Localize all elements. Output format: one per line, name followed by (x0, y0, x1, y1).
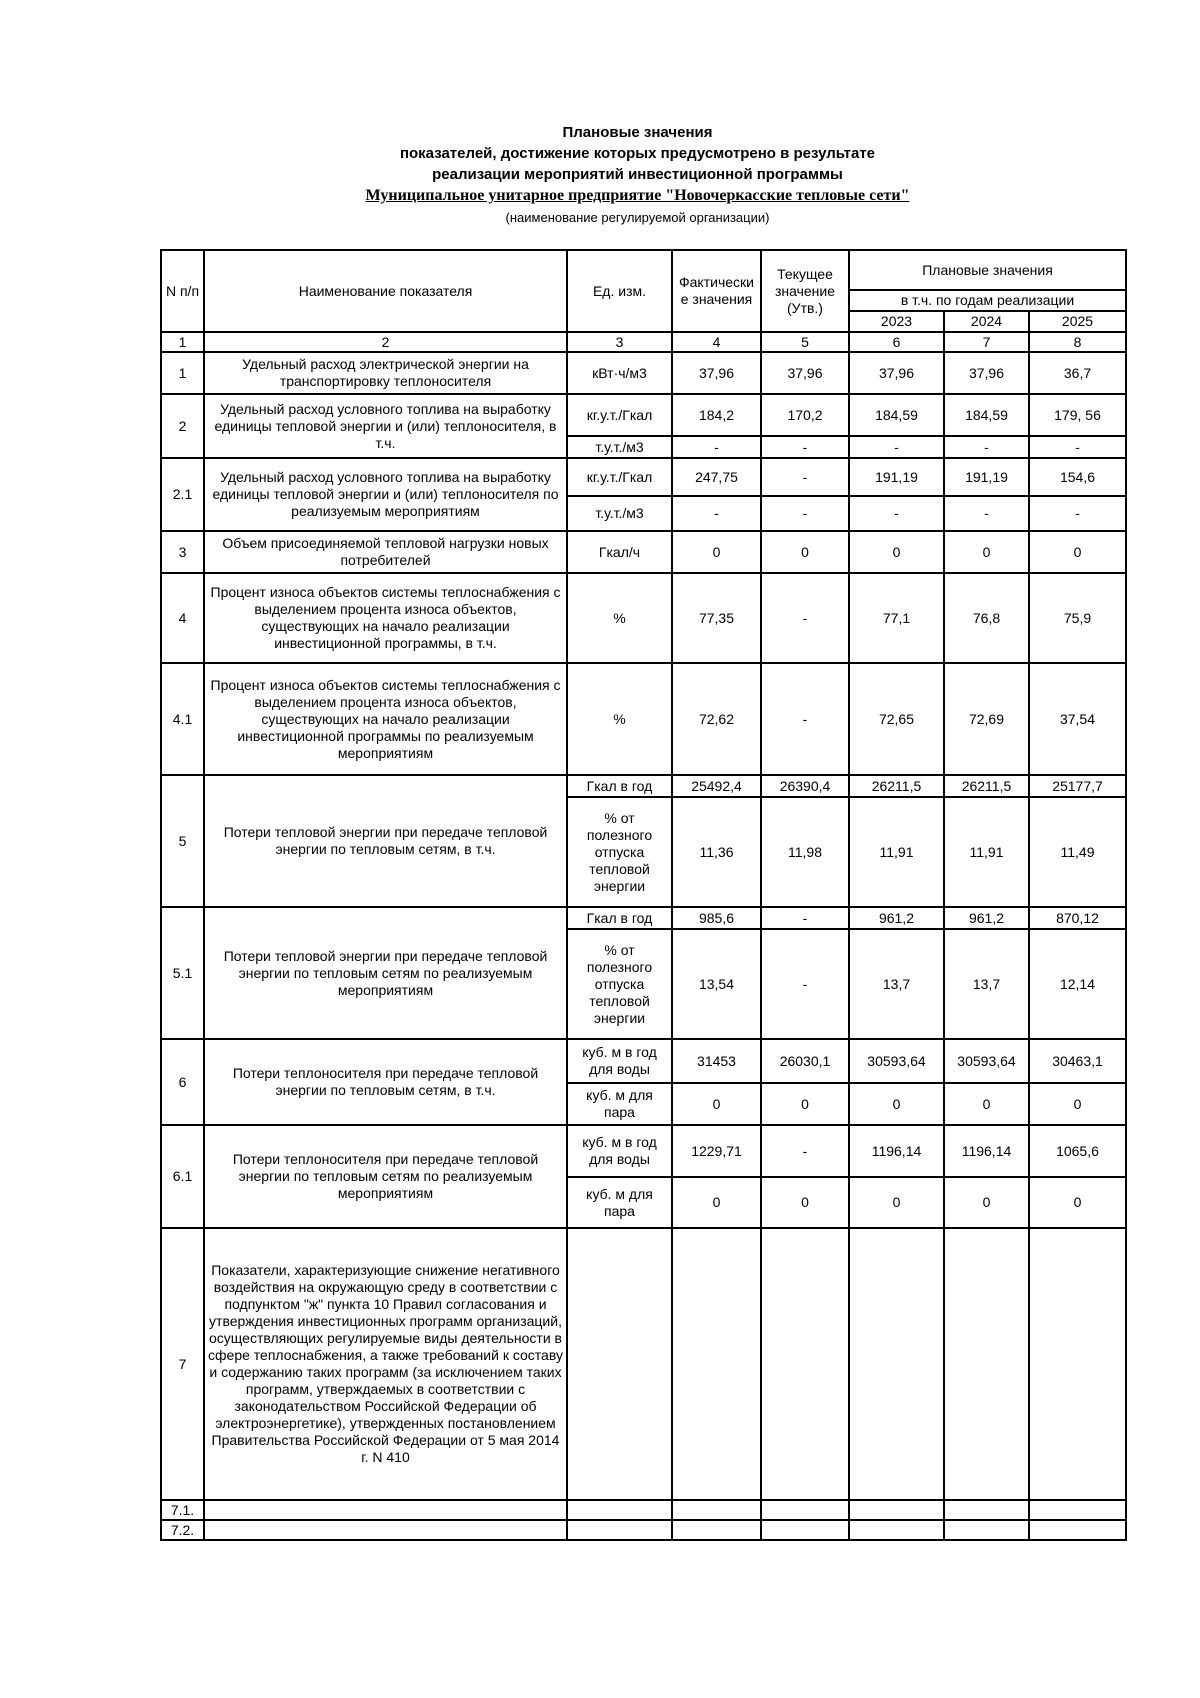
row-value: - (849, 496, 944, 531)
row-value: - (761, 436, 849, 458)
row-value: 26030,1 (761, 1039, 849, 1083)
row-num: 6.1 (161, 1125, 204, 1228)
row-value: 30593,64 (944, 1039, 1029, 1083)
row-value: 1229,71 (672, 1125, 761, 1177)
row-value: 0 (1029, 1083, 1126, 1125)
row-unit: кг.у.т./Гкал (567, 458, 672, 496)
row-name: Потери теплоносителя при передаче тепловой энергии по тепловым сетям, в т.ч. (204, 1039, 567, 1125)
row-num: 2.1 (161, 458, 204, 531)
row-value: 77,35 (672, 573, 761, 663)
row-value: - (1029, 496, 1126, 531)
row-value: 26390,4 (761, 775, 849, 797)
organization-note: (наименование регулируемой организации) (505, 210, 770, 225)
row-value: 961,2 (849, 907, 944, 929)
table-row (161, 775, 1126, 797)
row-value: - (672, 436, 761, 458)
row-value: 11,91 (849, 797, 944, 907)
row-value: 247,75 (672, 458, 761, 496)
table-row (161, 573, 1126, 663)
row-name: Процент износа объектов системы теплоснабжения с выделением процента износа объектов, существующих на начало реализации инвестиционной программы по реализуемым мероприятиям (204, 663, 567, 775)
table-row (161, 1520, 1126, 1540)
row-value: 154,6 (1029, 458, 1126, 496)
row-value (849, 1228, 944, 1500)
table-row (161, 531, 1126, 573)
row-value: - (761, 458, 849, 496)
row-value: 11,98 (761, 797, 849, 907)
row-num: 7 (161, 1228, 204, 1500)
row-num: 4 (161, 573, 204, 663)
row-value: 37,96 (944, 352, 1029, 394)
row-unit: куб. м для пара (567, 1083, 672, 1125)
row-value: 961,2 (944, 907, 1029, 929)
row-value: 72,69 (944, 663, 1029, 775)
row-num: 5.1 (161, 907, 204, 1039)
row-name: Удельный расход условного топлива на выработку единицы тепловой энергии и (или) теплоносителя по реализуемым мероприятиям (204, 458, 567, 531)
row-value: 0 (761, 1083, 849, 1125)
header-year: 2025 (1029, 311, 1126, 332)
column-number: 4 (672, 332, 761, 352)
header-year: 2023 (849, 311, 944, 332)
row-value: 11,36 (672, 797, 761, 907)
row-value (944, 1500, 1029, 1520)
header-current: Текущее значение (Утв.) (761, 250, 849, 332)
row-value: 37,96 (761, 352, 849, 394)
row-num: 6 (161, 1039, 204, 1125)
row-value: 184,59 (849, 394, 944, 436)
row-value (761, 1500, 849, 1520)
row-value: - (761, 929, 849, 1039)
row-value: 72,62 (672, 663, 761, 775)
table-row (161, 1125, 1126, 1177)
row-value: 25492,4 (672, 775, 761, 797)
row-value: - (761, 907, 849, 929)
column-number: 1 (161, 332, 204, 352)
row-value: 11,91 (944, 797, 1029, 907)
row-value: 870,12 (1029, 907, 1126, 929)
table-row (161, 458, 1126, 496)
row-num: 7.2. (161, 1520, 204, 1540)
row-value (761, 1228, 849, 1500)
row-unit (567, 1228, 672, 1500)
header-unit: Ед. изм. (567, 250, 672, 332)
row-value: 0 (944, 1083, 1029, 1125)
indicators-table (160, 249, 1127, 1541)
row-unit: Гкал в год (567, 775, 672, 797)
column-number: 5 (761, 332, 849, 352)
row-unit: % (567, 573, 672, 663)
row-value: 0 (849, 1177, 944, 1228)
row-unit: куб. м в год для воды (567, 1125, 672, 1177)
table-row (161, 1039, 1126, 1083)
row-unit: т.у.т./м3 (567, 496, 672, 531)
table-row (161, 907, 1126, 929)
row-value: - (849, 436, 944, 458)
row-value: 11,49 (1029, 797, 1126, 907)
row-name: Удельный расход электрической энергии на транспортировку теплоносителя (204, 352, 567, 394)
row-value: 13,7 (849, 929, 944, 1039)
row-num: 1 (161, 352, 204, 394)
row-value: 36,7 (1029, 352, 1126, 394)
row-value: 0 (761, 1177, 849, 1228)
title-line-2: показателей, достижение которых предусмотрено в результате (399, 145, 876, 162)
header-year: 2024 (944, 311, 1029, 332)
row-value (944, 1228, 1029, 1500)
table-row (161, 663, 1126, 775)
row-num: 7.1. (161, 1500, 204, 1520)
row-value: 0 (761, 531, 849, 573)
row-unit: Гкал в год (567, 907, 672, 929)
row-unit: Гкал/ч (567, 531, 672, 573)
row-num: 2 (161, 394, 204, 458)
row-name: Потери тепловой энергии при передаче тепловой энергии по тепловым сетям, в т.ч. (204, 775, 567, 907)
row-value: 26211,5 (849, 775, 944, 797)
table-row (161, 1228, 1126, 1500)
row-num: 5 (161, 775, 204, 907)
row-value (672, 1500, 761, 1520)
row-value (1029, 1228, 1126, 1500)
row-value: 0 (849, 1083, 944, 1125)
row-value: - (761, 573, 849, 663)
row-value: 1196,14 (849, 1125, 944, 1177)
row-value: 0 (1029, 531, 1126, 573)
row-value: 30593,64 (849, 1039, 944, 1083)
table-row (161, 1500, 1126, 1520)
row-unit: т.у.т./м3 (567, 436, 672, 458)
row-value: 30463,1 (1029, 1039, 1126, 1083)
row-value (1029, 1500, 1126, 1520)
row-value: 12,14 (1029, 929, 1126, 1039)
row-name: Показатели, характеризующие снижение негативного воздействия на окружающую среду в соответствии с подпунктом "ж" пункта 10 Правил согласования и утверждения инвестиционных программ организаций, осуществляющих регулируемые виды деятельности в сфере теплоснабжения, а также требований к составу и содержанию таких программ (за исключением таких программ, утверждаемых в соответствии с законодательством Российской Федерации об электроэнергетике), утвержденных постановлением Правительства Российской Федерации от 5 мая 2014 г. N 410 (204, 1228, 567, 1500)
row-unit: кг.у.т./Гкал (567, 394, 672, 436)
row-value: 0 (1029, 1177, 1126, 1228)
row-value: 26211,5 (944, 775, 1029, 797)
header-name: Наименование показателя (204, 250, 567, 332)
row-value: - (761, 496, 849, 531)
row-value (672, 1228, 761, 1500)
row-value: - (1029, 436, 1126, 458)
row-unit: % от полезного отпуска тепловой энергии (567, 797, 672, 907)
row-name (204, 1520, 567, 1540)
row-name: Процент износа объектов системы теплоснабжения с выделением процента износа объектов, существующих на начало реализации инвестиционной программы, в т.ч. (204, 573, 567, 663)
row-unit: кВт·ч/м3 (567, 352, 672, 394)
column-number: 7 (944, 332, 1029, 352)
header-num: N п/п (161, 250, 204, 332)
title-line-3: реализации мероприятий инвестиционной программы (432, 166, 843, 183)
row-value: - (761, 1125, 849, 1177)
row-name: Объем присоединяемой тепловой нагрузки новых потребителей (204, 531, 567, 573)
row-value: - (944, 496, 1029, 531)
row-name (204, 1500, 567, 1520)
row-value: 184,2 (672, 394, 761, 436)
row-value: 75,9 (1029, 573, 1126, 663)
row-value (849, 1500, 944, 1520)
row-value: 77,1 (849, 573, 944, 663)
row-value: 0 (672, 1177, 761, 1228)
row-value: 31453 (672, 1039, 761, 1083)
row-value: 0 (672, 531, 761, 573)
row-value: 184,59 (944, 394, 1029, 436)
column-number: 3 (567, 332, 672, 352)
row-value (849, 1520, 944, 1540)
row-value: 1065,6 (1029, 1125, 1126, 1177)
title-line-1: Плановые значения (562, 124, 713, 141)
row-value: 0 (672, 1083, 761, 1125)
row-unit: % от полезного отпуска тепловой энергии (567, 929, 672, 1039)
row-value: 985,6 (672, 907, 761, 929)
row-unit (567, 1500, 672, 1520)
row-value: - (672, 496, 761, 531)
column-number: 2 (204, 332, 567, 352)
header-planned: Плановые значения (849, 250, 1126, 290)
table-row (161, 394, 1126, 436)
row-value (944, 1520, 1029, 1540)
row-num: 4.1 (161, 663, 204, 775)
document-header (0, 122, 1200, 229)
row-value: 191,19 (849, 458, 944, 496)
row-value: 179, 56 (1029, 394, 1126, 436)
row-value: - (761, 663, 849, 775)
row-value (672, 1520, 761, 1540)
row-name: Удельный расход условного топлива на выработку единицы тепловой энергии и (или) теплоносителя, в т.ч. (204, 394, 567, 458)
column-number: 8 (1029, 332, 1126, 352)
row-value: 170,2 (761, 394, 849, 436)
row-unit: куб. м для пара (567, 1177, 672, 1228)
row-value: 37,54 (1029, 663, 1126, 775)
row-value: 0 (849, 531, 944, 573)
row-value: 72,65 (849, 663, 944, 775)
row-value: 76,8 (944, 573, 1029, 663)
row-value: 191,19 (944, 458, 1029, 496)
organization-name: Муниципальное унитарное предприятие "Новочеркасские тепловые сети" (365, 187, 910, 204)
row-value: 13,54 (672, 929, 761, 1039)
row-value: - (944, 436, 1029, 458)
row-value: 13,7 (944, 929, 1029, 1039)
row-value: 1196,14 (944, 1125, 1029, 1177)
row-num: 3 (161, 531, 204, 573)
header-actual: Фактически е значения (672, 250, 761, 332)
row-unit (567, 1520, 672, 1540)
row-value: 0 (944, 531, 1029, 573)
row-name: Потери теплоносителя при передаче тепловой энергии по тепловым сетям по реализуемым мероприятиям (204, 1125, 567, 1228)
row-value: 37,96 (849, 352, 944, 394)
row-unit: % (567, 663, 672, 775)
row-value: 37,96 (672, 352, 761, 394)
header-by-years: в т.ч. по годам реализации (849, 290, 1126, 311)
column-number: 6 (849, 332, 944, 352)
row-value (1029, 1520, 1126, 1540)
row-value (761, 1520, 849, 1540)
row-value: 0 (944, 1177, 1029, 1228)
row-value: 25177,7 (1029, 775, 1126, 797)
row-unit: куб. м в год для воды (567, 1039, 672, 1083)
table-row (161, 352, 1126, 394)
row-name: Потери тепловой энергии при передаче тепловой энергии по тепловым сетям по реализуемым мероприятиям (204, 907, 567, 1039)
